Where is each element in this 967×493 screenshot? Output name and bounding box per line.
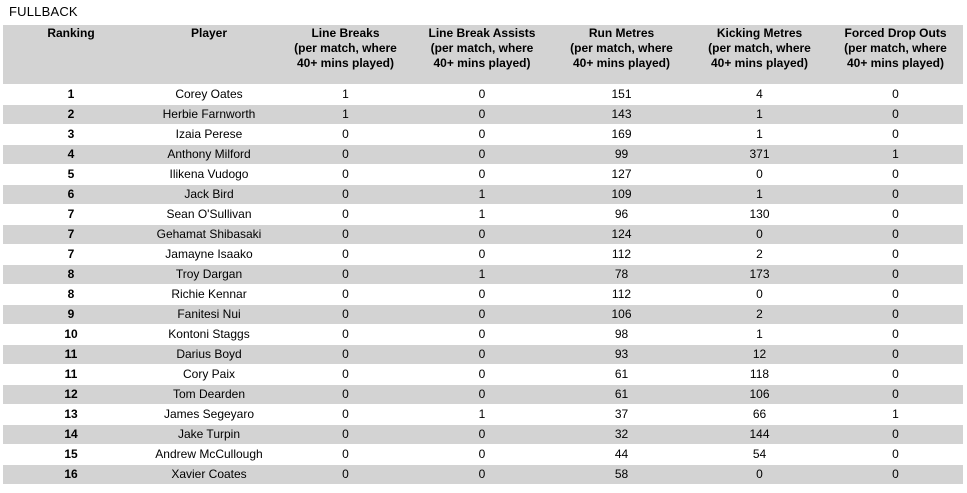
cell-ranking: 6: [3, 184, 139, 204]
cell-line-break-assists: 0: [412, 384, 552, 404]
cell-kicking-metres: 371: [691, 144, 828, 164]
header-line: (per match, where: [294, 41, 397, 55]
cell-line-break-assists: 0: [412, 324, 552, 344]
cell-forced-drop-outs: 0: [828, 444, 963, 464]
cell-kicking-metres: 66: [691, 404, 828, 424]
cell-ranking: 15: [3, 444, 139, 464]
header-line: Run Metres: [588, 26, 655, 40]
cell-ranking: 9: [3, 304, 139, 324]
cell-run-metres: 112: [552, 284, 691, 304]
cell-forced-drop-outs: 0: [828, 284, 963, 304]
cell-ranking: 7: [3, 204, 139, 224]
cell-forced-drop-outs: 1: [828, 404, 963, 424]
header-ranking: [3, 25, 139, 84]
cell-line-breaks: 0: [279, 244, 412, 264]
cell-kicking-metres: 130: [691, 204, 828, 224]
cell-line-breaks: 0: [279, 264, 412, 284]
cell-kicking-metres: 12: [691, 344, 828, 364]
table-row: [3, 224, 963, 244]
cell-player: James Segeyaro: [139, 404, 279, 424]
cell-run-metres: 143: [552, 104, 691, 124]
cell-line-breaks: 0: [279, 164, 412, 184]
cell-run-metres: 96: [552, 204, 691, 224]
cell-line-breaks: 0: [279, 144, 412, 164]
cell-run-metres: 124: [552, 224, 691, 244]
cell-forced-drop-outs: 0: [828, 244, 963, 264]
cell-player: Darius Boyd: [139, 344, 279, 364]
cell-line-breaks: 1: [279, 84, 412, 104]
cell-forced-drop-outs: 0: [828, 184, 963, 204]
cell-ranking: 14: [3, 424, 139, 444]
cell-ranking: 10: [3, 324, 139, 344]
cell-ranking: 7: [3, 244, 139, 264]
header-line: 40+ mins played): [846, 56, 945, 70]
table-row: [3, 324, 963, 344]
cell-line-break-assists: 1: [412, 184, 552, 204]
table-row: [3, 424, 963, 444]
cell-kicking-metres: 1: [691, 324, 828, 344]
cell-line-break-assists: 1: [412, 204, 552, 224]
cell-line-break-assists: 0: [412, 144, 552, 164]
header-line: (per match, where: [844, 41, 947, 55]
cell-line-breaks: 1: [279, 104, 412, 124]
header-line: Player: [190, 26, 228, 40]
cell-line-break-assists: 0: [412, 244, 552, 264]
cell-run-metres: 99: [552, 144, 691, 164]
cell-line-break-assists: 0: [412, 364, 552, 384]
header-line: 40+ mins played): [572, 56, 671, 70]
cell-player: Cory Paix: [139, 364, 279, 384]
table-row: [3, 184, 963, 204]
table-row: [3, 284, 963, 304]
cell-kicking-metres: 1: [691, 184, 828, 204]
table-row: [3, 84, 963, 104]
cell-line-break-assists: 0: [412, 164, 552, 184]
table-row: [3, 404, 963, 424]
cell-line-break-assists: 0: [412, 104, 552, 124]
header-line: Line Breaks: [311, 26, 380, 40]
table-row: [3, 364, 963, 384]
cell-run-metres: 109: [552, 184, 691, 204]
cell-player: Tom Dearden: [139, 384, 279, 404]
cell-run-metres: 37: [552, 404, 691, 424]
cell-ranking: 5: [3, 164, 139, 184]
header-player: [139, 25, 279, 84]
cell-forced-drop-outs: 0: [828, 324, 963, 344]
header-line-break-assists: [412, 25, 552, 84]
cell-line-break-assists: 1: [412, 404, 552, 424]
table-row: [3, 204, 963, 224]
header-forced-drop-outs: [828, 25, 963, 84]
header-run-metres: [552, 25, 691, 84]
header-line: (per match, where: [570, 41, 673, 55]
cell-player: Jack Bird: [139, 184, 279, 204]
cell-kicking-metres: 0: [691, 284, 828, 304]
cell-forced-drop-outs: 0: [828, 464, 963, 484]
stats-table: [3, 25, 963, 484]
table-row: [3, 344, 963, 364]
cell-kicking-metres: 2: [691, 244, 828, 264]
cell-run-metres: 106: [552, 304, 691, 324]
cell-forced-drop-outs: 0: [828, 84, 963, 104]
header-row: [3, 25, 963, 84]
cell-run-metres: 58: [552, 464, 691, 484]
cell-ranking: 4: [3, 144, 139, 164]
cell-forced-drop-outs: 0: [828, 204, 963, 224]
table-row: [3, 264, 963, 284]
cell-ranking: 11: [3, 364, 139, 384]
cell-kicking-metres: 118: [691, 364, 828, 384]
cell-forced-drop-outs: 0: [828, 424, 963, 444]
table-row: [3, 104, 963, 124]
cell-ranking: 7: [3, 224, 139, 244]
table-row: [3, 144, 963, 164]
cell-player: Jamayne Isaako: [139, 244, 279, 264]
cell-run-metres: 98: [552, 324, 691, 344]
cell-player: Anthony Milford: [139, 144, 279, 164]
cell-line-breaks: 0: [279, 344, 412, 364]
cell-player: Sean O'Sullivan: [139, 204, 279, 224]
header-line: 40+ mins played): [433, 56, 531, 70]
cell-line-breaks: 0: [279, 364, 412, 384]
cell-kicking-metres: 4: [691, 84, 828, 104]
cell-line-breaks: 0: [279, 204, 412, 224]
cell-line-breaks: 0: [279, 384, 412, 404]
cell-line-breaks: 0: [279, 124, 412, 144]
cell-line-breaks: 0: [279, 324, 412, 344]
cell-line-breaks: 0: [279, 224, 412, 244]
cell-forced-drop-outs: 0: [828, 344, 963, 364]
cell-run-metres: 44: [552, 444, 691, 464]
cell-line-break-assists: 0: [412, 424, 552, 444]
cell-kicking-metres: 0: [691, 224, 828, 244]
cell-forced-drop-outs: 0: [828, 104, 963, 124]
cell-forced-drop-outs: 0: [828, 164, 963, 184]
cell-player: Gehamat Shibasaki: [139, 224, 279, 244]
header-line-breaks: [279, 25, 412, 84]
cell-player: Kontoni Staggs: [139, 324, 279, 344]
cell-run-metres: 61: [552, 364, 691, 384]
cell-forced-drop-outs: 0: [828, 124, 963, 144]
cell-line-break-assists: 1: [412, 264, 552, 284]
cell-player: Fanitesi Nui: [139, 304, 279, 324]
cell-line-breaks: 0: [279, 304, 412, 324]
cell-ranking: 12: [3, 384, 139, 404]
cell-line-break-assists: 0: [412, 304, 552, 324]
cell-forced-drop-outs: 0: [828, 264, 963, 284]
section-title: FULLBACK: [9, 4, 78, 19]
header-line: 40+ mins played): [296, 56, 395, 70]
cell-kicking-metres: 173: [691, 264, 828, 284]
cell-player: Izaia Perese: [139, 124, 279, 144]
table-header: [3, 25, 963, 84]
cell-player: Corey Oates: [139, 84, 279, 104]
cell-line-breaks: 0: [279, 464, 412, 484]
cell-run-metres: 93: [552, 344, 691, 364]
cell-player: Andrew McCullough: [139, 444, 279, 464]
table-row: [3, 164, 963, 184]
header-line: Forced Drop Outs: [844, 26, 947, 40]
cell-player: Troy Dargan: [139, 264, 279, 284]
table-row: [3, 444, 963, 464]
cell-line-breaks: 0: [279, 284, 412, 304]
cell-line-break-assists: 0: [412, 284, 552, 304]
cell-ranking: 2: [3, 104, 139, 124]
cell-run-metres: 169: [552, 124, 691, 144]
cell-line-breaks: 0: [279, 424, 412, 444]
cell-kicking-metres: 0: [691, 164, 828, 184]
cell-kicking-metres: 54: [691, 444, 828, 464]
cell-ranking: 11: [3, 344, 139, 364]
cell-run-metres: 127: [552, 164, 691, 184]
cell-forced-drop-outs: 0: [828, 224, 963, 244]
cell-line-break-assists: 0: [412, 124, 552, 144]
cell-player: Richie Kennar: [139, 284, 279, 304]
header-kicking-metres: [691, 25, 828, 84]
cell-forced-drop-outs: 0: [828, 384, 963, 404]
cell-run-metres: 151: [552, 84, 691, 104]
table-row: [3, 244, 963, 264]
cell-ranking: 3: [3, 124, 139, 144]
cell-forced-drop-outs: 1: [828, 144, 963, 164]
cell-line-break-assists: 0: [412, 344, 552, 364]
table-row: [3, 464, 963, 484]
cell-player: Jake Turpin: [139, 424, 279, 444]
header-line: Kicking Metres: [716, 26, 803, 40]
header-line: 40+ mins played): [710, 56, 809, 70]
cell-kicking-metres: 1: [691, 104, 828, 124]
cell-line-breaks: 0: [279, 404, 412, 424]
cell-ranking: 8: [3, 264, 139, 284]
cell-ranking: 1: [3, 84, 139, 104]
table-body: [3, 84, 963, 484]
table-row: [3, 124, 963, 144]
table-row: [3, 304, 963, 324]
header-line: (per match, where: [430, 41, 534, 55]
cell-line-break-assists: 0: [412, 224, 552, 244]
table-row: [3, 384, 963, 404]
header-line: (per match, where: [708, 41, 811, 55]
cell-line-breaks: 0: [279, 184, 412, 204]
cell-kicking-metres: 0: [691, 464, 828, 484]
cell-kicking-metres: 2: [691, 304, 828, 324]
cell-line-break-assists: 0: [412, 444, 552, 464]
cell-ranking: 16: [3, 464, 139, 484]
cell-run-metres: 32: [552, 424, 691, 444]
cell-run-metres: 61: [552, 384, 691, 404]
cell-run-metres: 112: [552, 244, 691, 264]
cell-forced-drop-outs: 0: [828, 364, 963, 384]
cell-kicking-metres: 144: [691, 424, 828, 444]
cell-forced-drop-outs: 0: [828, 304, 963, 324]
cell-ranking: 13: [3, 404, 139, 424]
cell-player: Herbie Farnworth: [139, 104, 279, 124]
cell-line-breaks: 0: [279, 444, 412, 464]
cell-kicking-metres: 106: [691, 384, 828, 404]
cell-line-break-assists: 0: [412, 84, 552, 104]
cell-player: Ilikena Vudogo: [139, 164, 279, 184]
cell-player: Xavier Coates: [139, 464, 279, 484]
cell-run-metres: 78: [552, 264, 691, 284]
cell-ranking: 8: [3, 284, 139, 304]
header-line: Line Break Assists: [428, 26, 536, 40]
cell-line-break-assists: 0: [412, 464, 552, 484]
header-line: Ranking: [47, 26, 95, 40]
cell-kicking-metres: 1: [691, 124, 828, 144]
